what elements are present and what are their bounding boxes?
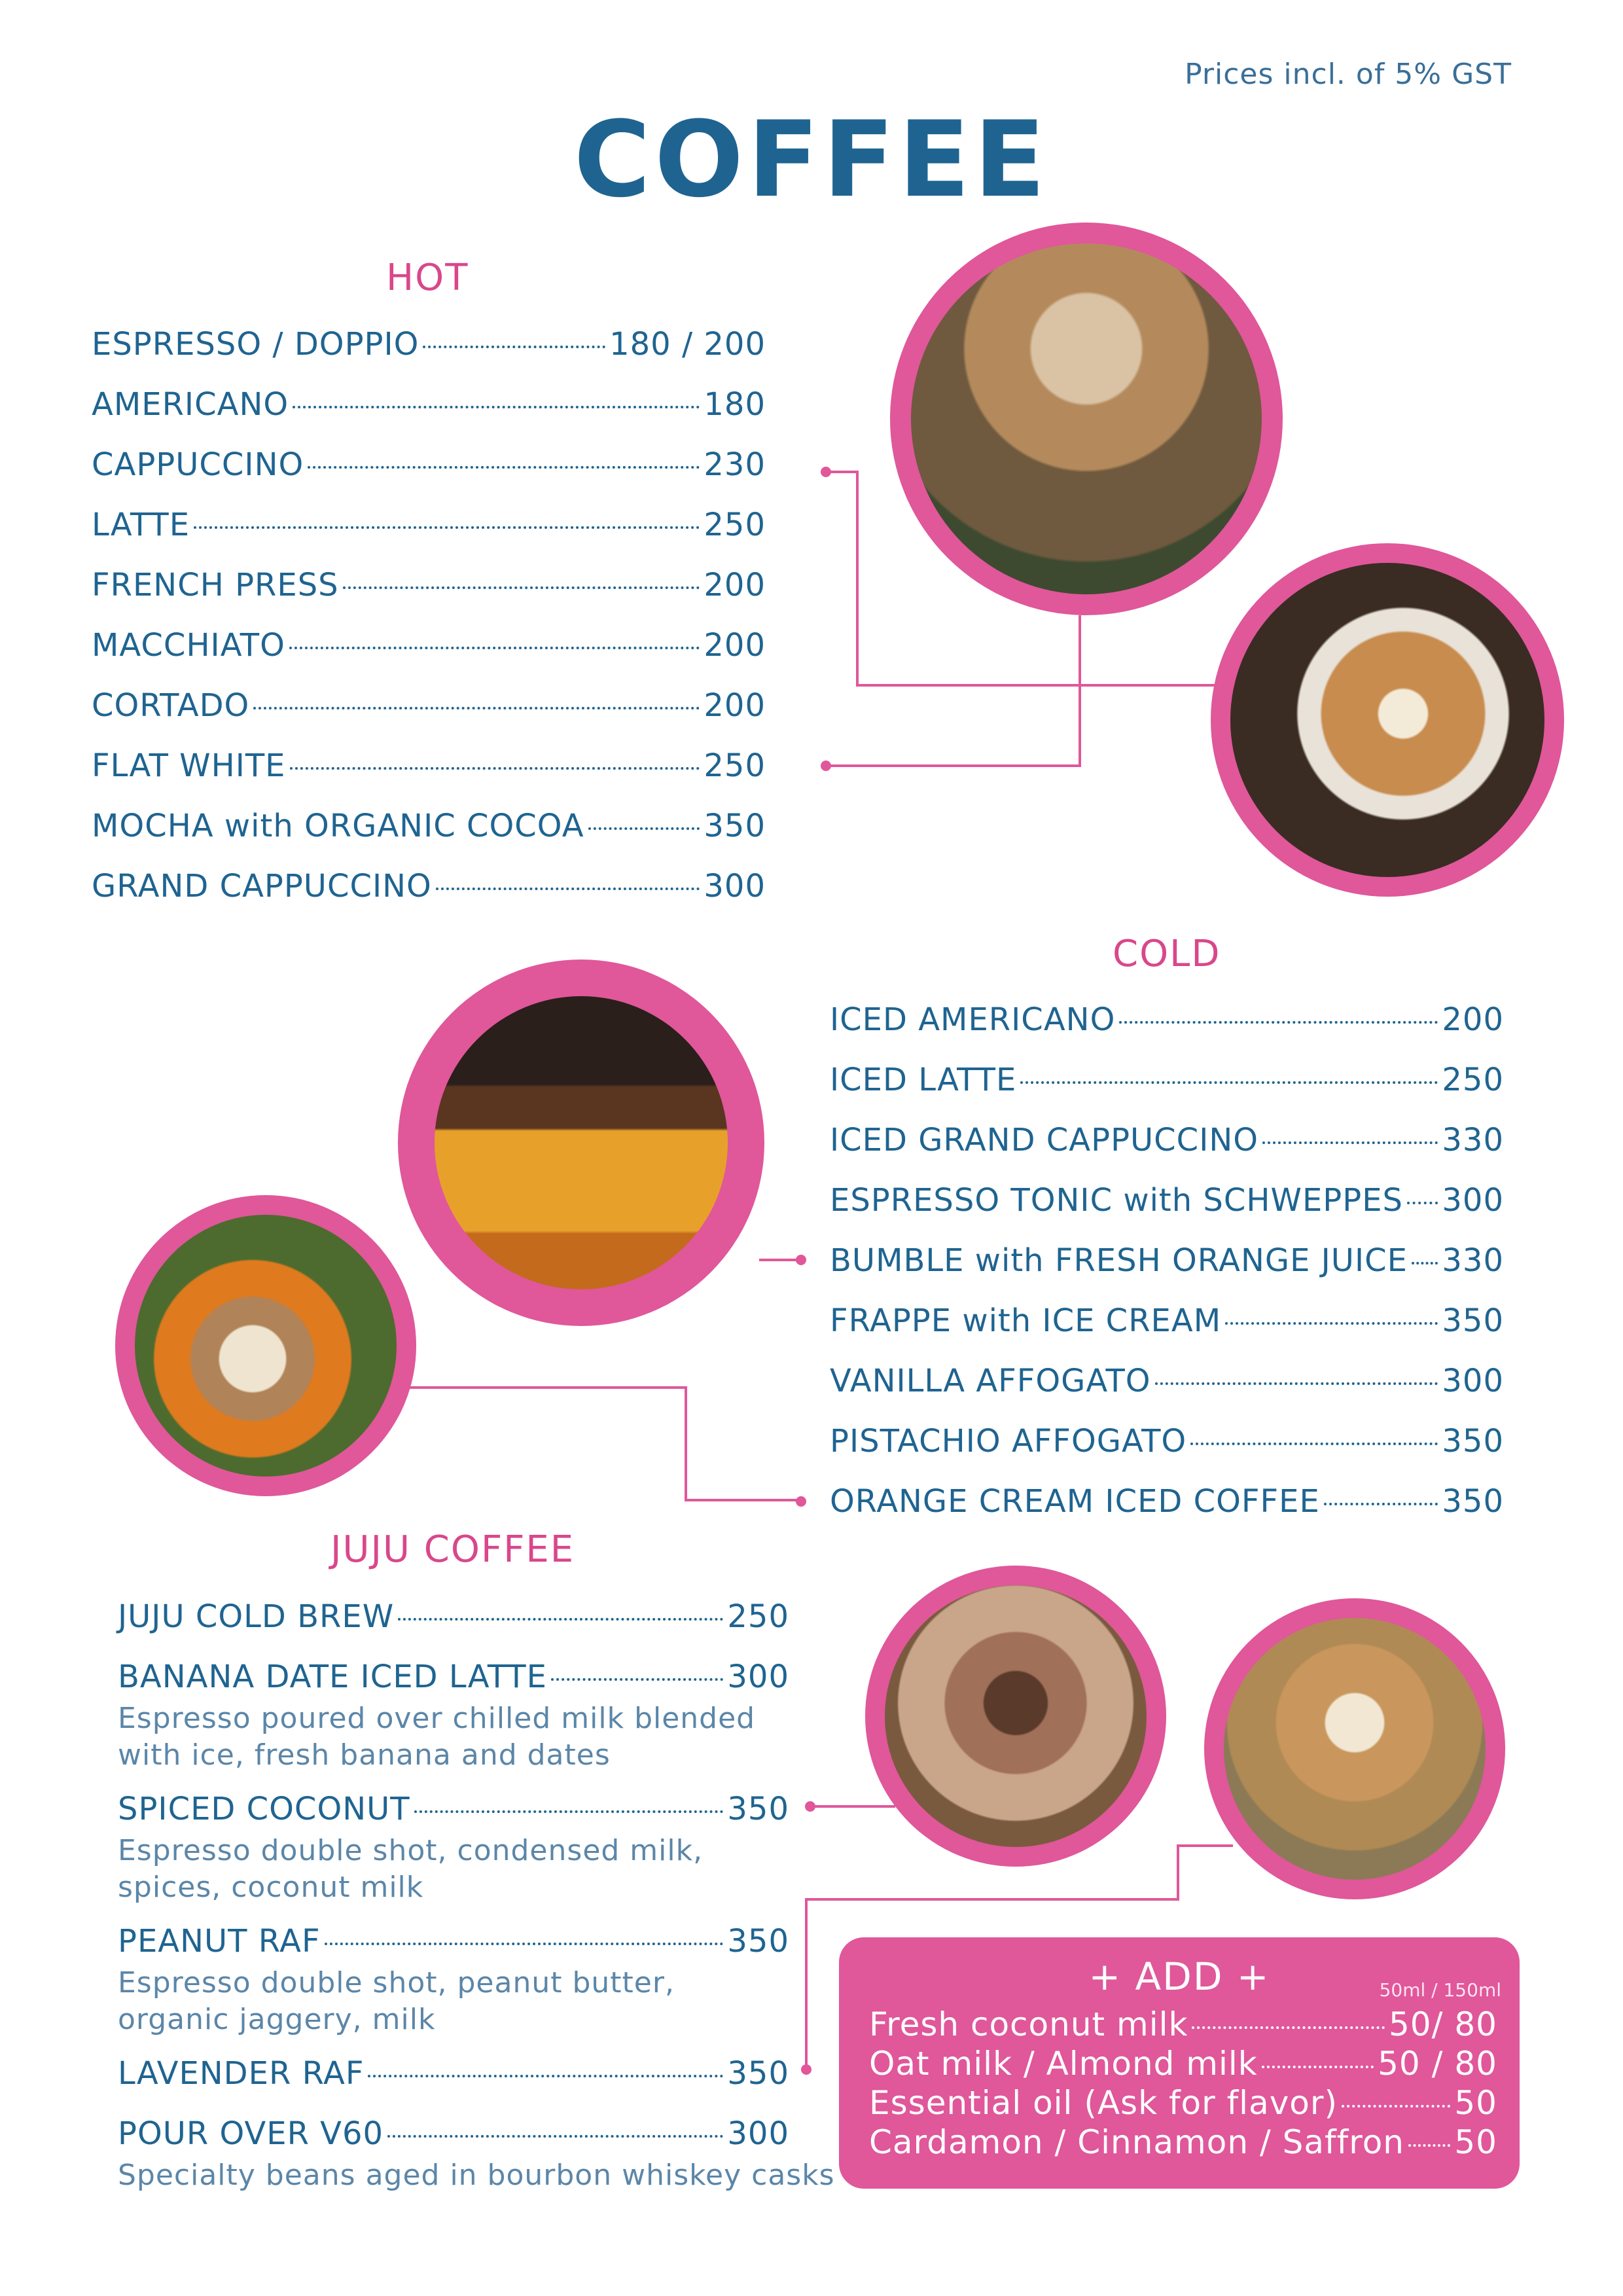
menu-item-price: 200 [704, 627, 766, 664]
menu-item-price: 350 [1442, 1302, 1504, 1339]
menu-item-price: 180 / 200 [609, 326, 766, 363]
menu-item-price: 250 [727, 1598, 789, 1635]
menu-item-price: 350 [727, 1791, 789, 1827]
menu-item-name: CAPPUCCINO [92, 446, 304, 483]
dot-leader [1020, 1081, 1438, 1084]
menu-item [92, 747, 766, 784]
menu-item [92, 868, 766, 905]
menu-item-description: Espresso double shot, peanut butter, [118, 1966, 675, 2000]
menu-item [118, 1659, 789, 1695]
menu-item-name: POUR OVER V60 [118, 2115, 384, 2152]
menu-item-price: 300 [704, 868, 766, 905]
menu-item [118, 1791, 789, 1827]
menu-item [830, 1122, 1504, 1158]
menu-item-price: 350 [704, 808, 766, 844]
menu-item [92, 687, 766, 724]
dot-leader [1407, 1202, 1438, 1204]
menu-item-name: BANANA DATE ICED LATTE [118, 1659, 547, 1695]
menu-item-price: 350 [1442, 1483, 1504, 1520]
dot-leader [436, 888, 700, 890]
menu-item-name: AMERICANO [92, 386, 289, 423]
menu-item-price: 300 [727, 1659, 789, 1695]
connector-line [1177, 1844, 1179, 1901]
dot-leader [1119, 1021, 1438, 1024]
menu-item-price: 200 [704, 567, 766, 603]
connector-line [685, 1499, 800, 1501]
menu-item-price: 350 [727, 1923, 789, 1960]
dot-leader [1342, 2105, 1450, 2108]
menu-item-price: 350 [1442, 1423, 1504, 1460]
dot-leader [588, 827, 700, 830]
dot-leader [423, 346, 605, 348]
menu-item-name: ESPRESSO TONIC with SCHWEPPES [830, 1182, 1403, 1219]
menu-item-name: Oat milk / Almond milk [869, 2045, 1258, 2083]
menu-item [92, 386, 766, 423]
menu-item-price: 300 [1442, 1182, 1504, 1219]
menu-item-name: MACCHIATO [92, 627, 285, 664]
connector-line [393, 1386, 687, 1389]
menu-item-name: FRAPPE with ICE CREAM [830, 1302, 1222, 1339]
menu-item-name: ESPRESSO / DOPPIO [92, 326, 419, 363]
menu-item-price: 250 [1442, 1062, 1504, 1098]
dot-leader [325, 1943, 724, 1945]
menu-item-name: CORTADO [92, 687, 250, 724]
menu-item-name: Cardamon / Cinnamon / Saffron [869, 2123, 1404, 2161]
menu-item-price: 50 / 80 [1378, 2045, 1497, 2083]
menu-item-name: ICED AMERICANO [830, 1001, 1116, 1038]
menu-item [92, 567, 766, 603]
dot-leader [253, 707, 700, 709]
cold-heading: COLD [1113, 933, 1221, 975]
menu-item-name: Fresh coconut milk [869, 2005, 1188, 2043]
menu-item-name: PEANUT RAF [118, 1923, 321, 1960]
menu-item-name: FRENCH PRESS [92, 567, 339, 603]
dot-leader [398, 1618, 723, 1621]
dot-leader [194, 526, 700, 529]
menu-item [869, 2005, 1497, 2043]
menu-item-description: Specialty beans aged in bourbon whiskey casks [118, 2159, 835, 2192]
menu-item [92, 446, 766, 483]
menu-item-description: spices, coconut milk [118, 1871, 424, 1904]
menu-item [118, 1923, 789, 1960]
menu-item-name: PISTACHIO AFFOGATO [830, 1423, 1187, 1460]
menu-item [92, 326, 766, 363]
menu-item [869, 2123, 1497, 2161]
connector-line [856, 471, 859, 687]
dot-leader [290, 767, 700, 770]
add-ons-size-note: 50ml / 150ml [1379, 1979, 1501, 2001]
latte-glass-photo [911, 243, 1262, 594]
menu-item [830, 1363, 1504, 1399]
connector-line [805, 1898, 1179, 1901]
menu-item [118, 1598, 789, 1635]
latte-art-cup-photo [1230, 563, 1544, 877]
menu-item [869, 2084, 1497, 2122]
gst-note: Prices incl. of 5% GST [1185, 58, 1512, 91]
dot-leader [1262, 2066, 1374, 2068]
dot-leader [1412, 1262, 1438, 1265]
menu-item-name: ORANGE CREAM ICED COFFEE [830, 1483, 1320, 1520]
menu-item-name: FLAT WHITE [92, 747, 286, 784]
menu-item-price: 300 [1442, 1363, 1504, 1399]
juju-heading: JUJU COFFEE [330, 1528, 575, 1571]
menu-item-description: Espresso double shot, condensed milk, [118, 1834, 704, 1867]
menu-item-price: 200 [1442, 1001, 1504, 1038]
menu-item [92, 507, 766, 543]
add-ons-box [839, 1937, 1520, 2189]
dot-leader [368, 2075, 723, 2077]
iced-bumble-glasses-photo [435, 996, 728, 1289]
menu-item [830, 1062, 1504, 1098]
menu-item-price: 250 [704, 507, 766, 543]
hot-heading: HOT [386, 257, 469, 299]
menu-item-price: 50 [1454, 2084, 1497, 2122]
menu-item-name: ICED LATTE [830, 1062, 1017, 1098]
connector-line [1177, 1844, 1233, 1847]
connector-line [685, 1386, 687, 1501]
connector-line [1079, 615, 1081, 767]
menu-item-name: VANILLA AFFOGATO [830, 1363, 1151, 1399]
connector-dot [796, 1496, 806, 1507]
dot-leader [1225, 1322, 1438, 1325]
menu-item-name: ICED GRAND CAPPUCCINO [830, 1122, 1259, 1158]
menu-item-name: GRAND CAPPUCCINO [92, 868, 432, 905]
menu-item-price: 50/ 80 [1389, 2005, 1497, 2043]
menu-item-price: 250 [704, 747, 766, 784]
menu-item [118, 2055, 789, 2092]
connector-line [759, 1259, 800, 1261]
menu-item [830, 1483, 1504, 1520]
menu-item-price: 330 [1442, 1242, 1504, 1279]
dot-leader [293, 406, 700, 408]
menu-item-price: 350 [727, 2055, 789, 2092]
dot-leader [308, 466, 700, 469]
menu-item-description: with ice, fresh banana and dates [118, 1738, 611, 1772]
menu-item-description: Espresso poured over chilled milk blended [118, 1702, 756, 1735]
menu-item [830, 1302, 1504, 1339]
menu-item-name: Essential oil (Ask for flavor) [869, 2084, 1338, 2122]
connector-line [810, 1805, 895, 1808]
menu-item-price: 50 [1454, 2123, 1497, 2161]
menu-item [92, 808, 766, 844]
dot-leader [1262, 1141, 1438, 1144]
cappuccino-glass-photo [1224, 1618, 1486, 1880]
dot-leader [414, 1810, 724, 1813]
dot-leader [1408, 2144, 1450, 2147]
dot-leader [289, 647, 700, 649]
connector-line [826, 764, 1081, 767]
dot-leader [387, 2135, 723, 2138]
page-title: COFFEE [573, 98, 1050, 221]
menu-item-description: organic jaggery, milk [118, 2003, 436, 2036]
menu-item [830, 1001, 1504, 1038]
menu-item [869, 2045, 1497, 2083]
add-ons-title: + ADD + [1088, 1954, 1270, 1999]
menu-item-name: JUJU COLD BREW [118, 1598, 395, 1635]
dot-leader [1192, 2026, 1385, 2029]
dot-leader [551, 1678, 723, 1681]
dot-leader [343, 586, 700, 589]
dot-leader [1324, 1503, 1438, 1505]
menu-item [830, 1182, 1504, 1219]
menu-item [830, 1423, 1504, 1460]
menu-item-price: 330 [1442, 1122, 1504, 1158]
orange-cream-iced-coffee-photo [135, 1215, 397, 1477]
mocha-glass-photo [885, 1585, 1147, 1847]
menu-item [830, 1242, 1504, 1279]
menu-item-name: SPICED COCONUT [118, 1791, 410, 1827]
menu-item-name: MOCHA with ORGANIC COCOA [92, 808, 584, 844]
connector-line [826, 471, 859, 473]
menu-item-price: 180 [704, 386, 766, 423]
menu-item-name: BUMBLE with FRESH ORANGE JUICE [830, 1242, 1408, 1279]
menu-item-name: LATTE [92, 507, 190, 543]
dot-leader [1190, 1443, 1438, 1445]
menu-item [92, 627, 766, 664]
menu-item-price: 200 [704, 687, 766, 724]
menu-item [118, 2115, 789, 2152]
dot-leader [1155, 1382, 1438, 1385]
menu-item-price: 300 [727, 2115, 789, 2152]
connector-line [856, 684, 1222, 687]
menu-item-name: LAVENDER RAF [118, 2055, 365, 2092]
connector-line [805, 1898, 808, 2070]
menu-item-price: 230 [704, 446, 766, 483]
